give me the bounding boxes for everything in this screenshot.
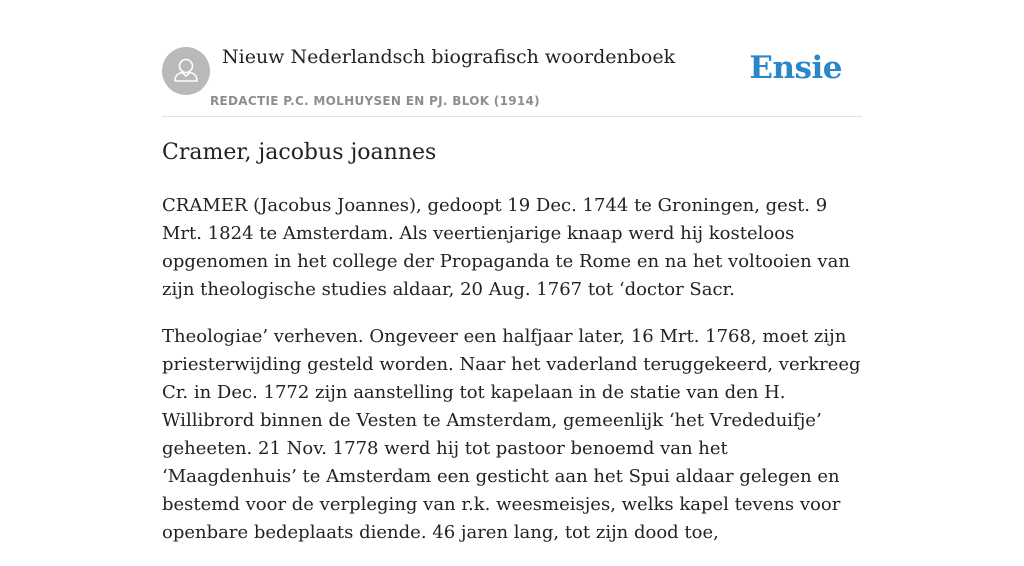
ensie-logo-link[interactable]: Ensie <box>749 50 842 86</box>
entry-body <box>162 192 867 566</box>
page <box>162 0 862 543</box>
entry-title: Cramer, jacobus joannes <box>162 140 437 165</box>
source-header <box>162 0 862 117</box>
entry-paragraph: CRAMER (Jacobus Joannes), gedoopt 19 Dec. 1744 te Groningen, gest. 9 Mrt. 1824 te Amsterdam. Als veertienjarige knaap werd hij kosteloos opgenomen in het college der Propaganda te Rome en na het voltooien van zijn theologische studies aldaar, 20 Aug. 1767 tot ‘doctor Sacr. <box>162 195 850 300</box>
source-editors: REDACTIE P.C. MOLHUYSEN EN PJ. BLOK (1914) <box>210 94 540 108</box>
entry-paragraph: Theologiae’ verheven. Ongeveer een halfjaar later, 16 Mrt. 1768, moet zijn priesterwijding gesteld worden. Naar het vaderland teruggekeerd, verkreeg Cr. in Dec. 1772 zijn aanstelling tot kapelaan in de statie van den H. Willibrord binnen de Vesten te Amsterdam, gemeenlijk ‘het Vrededuifje’ geheeten. 21 Nov. 1778 werd hij tot pastoor benoemd van het ‘Maagdenhuis’ te Amsterdam een gesticht aan het Spui aldaar gelegen en bestemd voor de verpleging van r.k. weesmeisjes, welks kapel tevens voor openbare bedeplaats diende. 46 jaren lang, tot zijn dood toe, <box>162 326 861 543</box>
source-title[interactable]: Nieuw Nederlandsch biografisch woordenboek <box>222 46 676 68</box>
user-silhouette-icon <box>162 47 210 95</box>
